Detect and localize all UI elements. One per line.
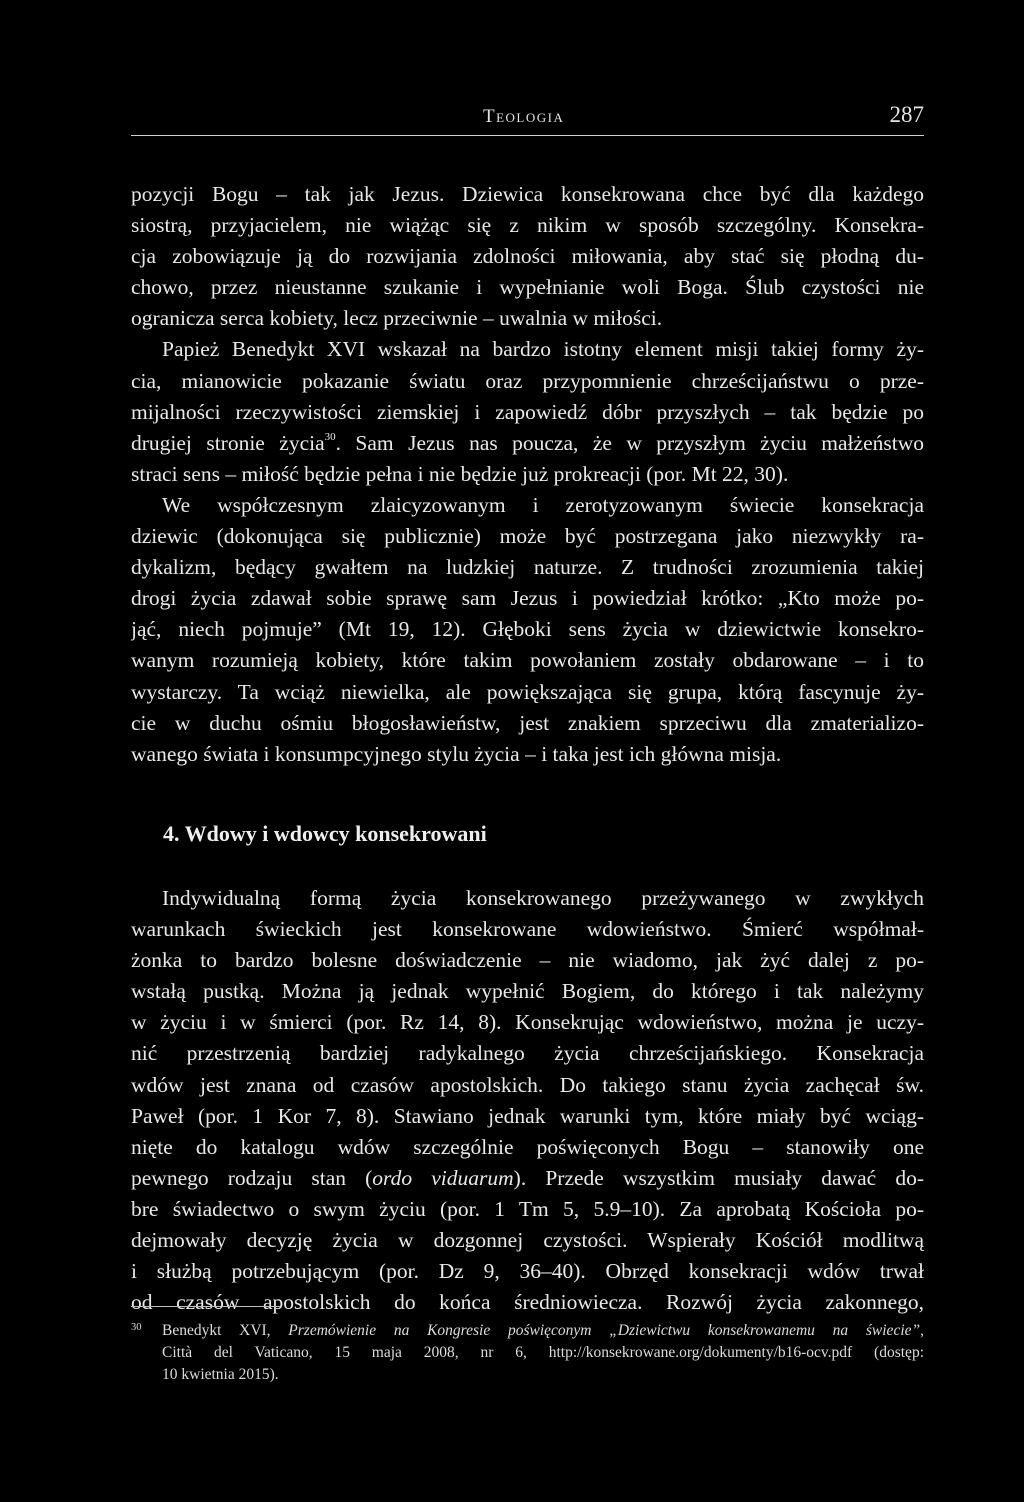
running-head [131, 102, 924, 136]
section-heading: 4. Wdowy i wdowcy konsekrowani [163, 821, 487, 846]
text-line: cie w duchu ośmiu błogosławieństw, jest znakiem sprzeciwu dla zmaterializo- [131, 710, 924, 735]
footnote-number: 30 [131, 1322, 142, 1333]
text-line: dykalizm, będący gwałtem na ludzkiej naturze. Z trudności zrozumienia takiej [131, 555, 924, 580]
text-line: wdów jest znana od czasów apostolskich. Do takiego stanu życia zachęcał św. [131, 1072, 924, 1097]
text-line: pozycji Bogu – tak jak Jezus. Dziewica konsekrowana chce być dla każdego [131, 182, 924, 206]
text-line: w życiu i w śmierci (por. Rz 14, 8). Konsekrując wdowieństwo, można je uczy- [131, 1010, 924, 1035]
text-line: Paweł (por. 1 Kor 7, 8). Stawiano jednak warunki tym, które miały być wciąg- [131, 1103, 924, 1128]
text-line [131, 428, 924, 459]
text-line: cja zobowiązuje ją do rozwijania zdolności miłowania, aby stać się płodną du- [131, 244, 924, 269]
text-line: wanym rozumieją kobiety, które takim powołaniem zostały obdarowane – i to [131, 648, 924, 673]
text-line: Indywidualną formą życia konsekrowanego przeżywanego w zwykłych [162, 886, 924, 910]
text-line: wystarczy. Ta wciąż niewielka, ale powiększająca się grupa, którą fascynuje ży- [131, 679, 924, 704]
text-line: drogi życia zdawał sobie sprawę sam Jezus i powiedział krótko: „Kto może po- [131, 586, 924, 611]
text-line: nięte do katalogu wdów szczególnie poświęconych Bogu – stanowiły one [131, 1134, 924, 1159]
section-text [131, 883, 924, 1318]
footnote-line: Città del Vaticano, 15 maja 2008, nr 6, http://konsekrowane.org/dokumenty/b16-ocv.pdf (dostęp: [162, 1344, 924, 1361]
footnote-rule [131, 1306, 281, 1307]
text-fragment: , [920, 1322, 924, 1339]
text-line: wanego świata i konsumpcyjnego stylu życia – i taka jest ich główna misja. [131, 741, 782, 766]
footnote [131, 1320, 924, 1386]
text-line: od czasów apostolskich do końca średniowiecza. Rozwój życia zakonnego, [131, 1290, 924, 1315]
text-fragment: drugiej stronie życia [131, 430, 325, 455]
text-line: warunkach świeckich jest konsekrowane wdowieństwo. Śmierć współmał- [131, 917, 924, 942]
text-fragment: pewnego rodzaju stan ( [131, 1165, 373, 1190]
footnote-line: 10 kwietnia 2015). [162, 1366, 279, 1383]
running-title: Teologia [483, 106, 565, 127]
footnote-author: Benedykt XVI, [162, 1322, 289, 1339]
text-fragment: . Sam Jezus nas poucza, że w przyszłym życiu małżeństwo [335, 430, 924, 455]
text-line: dziewic (dokonująca się publicznie) może być postrzegana jako niezwykły ra- [131, 524, 924, 549]
text-line: nić przestrzenią bardziej radykalnego życia chrześcijańskiego. Konsekracja [131, 1041, 924, 1066]
text-line: bre świadectwo o swym życiu (por. 1 Tm 5, 5.9–10). Za aprobatą Kościoła po- [131, 1196, 924, 1221]
footnote-title: Przemówienie na Kongresie poświęconym „Dziewictwu konsekrowanemu na świecie” [288, 1322, 921, 1339]
text-line: żonka to bardzo bolesne doświadczenie – nie wiadomo, jak żyć dalej z po- [131, 948, 924, 973]
text-line: i służbą potrzebującym (por. Dz 9, 36–40). Obrzęd konsekracji wdów trwał [131, 1259, 924, 1284]
text-line: jąć, niech pojmuje” (Mt 19, 12). Głęboki sens życia w dziewictwie konsekro- [131, 617, 924, 642]
text-line: We współczesnym zlaicyzowanym i zerotyzowanym świecie konsekracja [162, 492, 924, 517]
latin-term: ordo viduarum [372, 1165, 514, 1190]
text-line: straci sens – miłość będzie pełna i nie będzie już prokreacji (por. Mt 22, 30). [131, 461, 789, 486]
footnote-line [131, 1320, 924, 1342]
text-line [131, 1163, 924, 1194]
footnote-reference[interactable]: 30 [324, 430, 336, 443]
text-line: siostrą, przyjacielem, nie wiążąc się z nikim w sposób szczególny. Konsekra- [131, 213, 924, 238]
header-rule [131, 135, 924, 136]
text-line: chowo, przez nieustanne szukanie i wypełnianie woli Boga. Ślub czystości nie [131, 275, 924, 300]
text-line: cia, mianowicie pokazanie światu oraz przypomnienie chrześcijaństwu o prze- [131, 368, 924, 393]
text-line: Papież Benedykt XVI wskazał na bardzo istotny element misji takiej formy ży- [162, 337, 924, 362]
text-line: dejmowały decyzję życia w dozgonnej czystości. Wspierały Kościół modlitwą [131, 1228, 924, 1253]
text-line: ogranicza serca kobiety, lecz przeciwnie – uwalnia w miłości. [131, 306, 663, 331]
text-line: mijalności rzeczywistości ziemskiej i zapowiedź dóbr przyszłych – tak będzie po [131, 399, 924, 424]
page-number: 287 [889, 102, 924, 127]
text-line: wstałą pustką. Można ją jednak wypełnić Bogiem, do którego i tak należymy [131, 979, 924, 1004]
body-text [131, 179, 924, 770]
text-fragment: ). Przede wszystkim musiały dawać do- [513, 1165, 924, 1190]
